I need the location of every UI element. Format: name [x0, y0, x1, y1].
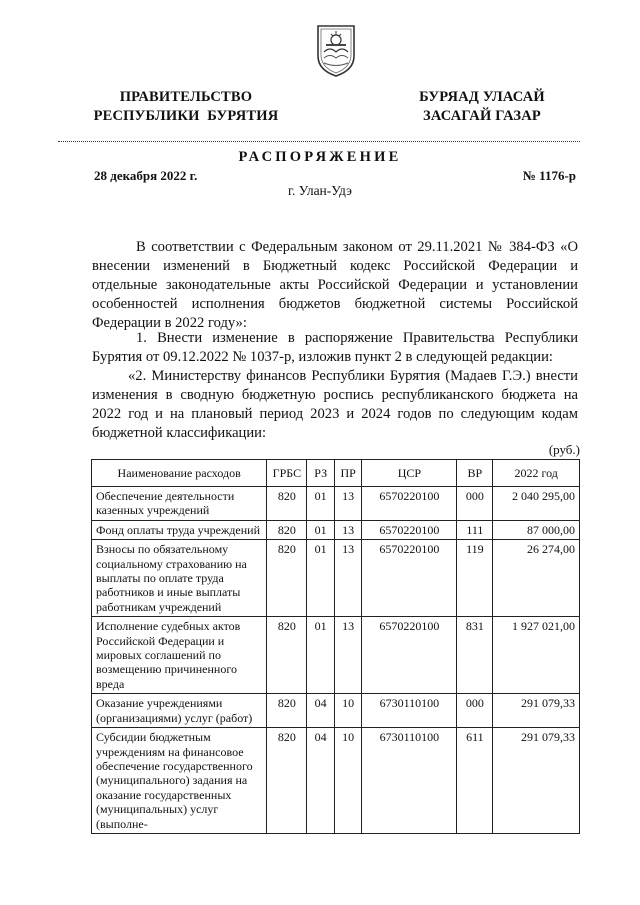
budget-table — [91, 459, 580, 834]
header-vr: ВР — [457, 460, 493, 487]
cell-vr: 000 — [457, 694, 493, 728]
cell-grbs: 820 — [267, 728, 307, 834]
header-right-line1: БУРЯАД УЛАСАЙ — [419, 89, 545, 105]
cell-name: Субсидии бюджетным учреждениям на финансовое обеспечение государственного (муниципального) задания на оказание государственных (муниципальных) услуг (выполне- — [92, 728, 267, 834]
cell-csr: 6570220100 — [362, 617, 457, 694]
cell-csr: 6730110100 — [362, 694, 457, 728]
document-title: РАСПОРЯЖЕНИЕ — [238, 149, 402, 165]
cell-grbs: 820 — [267, 540, 307, 617]
cell-pr: 10 — [334, 694, 361, 728]
government-name-russian — [86, 88, 286, 126]
cell-grbs: 820 — [267, 617, 307, 694]
header-csr: ЦСР — [362, 460, 457, 487]
header-year: 2022 год — [493, 460, 580, 487]
cell-csr: 6730110100 — [362, 728, 457, 834]
header-divider — [58, 141, 580, 142]
document-city: г. Улан-Удэ — [288, 183, 352, 198]
cell-vr: 111 — [457, 520, 493, 539]
header-rz: РЗ — [307, 460, 334, 487]
item1-text: 1. Внести изменение в распоряжение Правительства Республики Бурятия от 09.12.2022 № 1037-р, изложив пункт 2 в следующей редакции: — [92, 330, 578, 365]
cell-grbs: 820 — [267, 487, 307, 521]
cell-amount: 87 000,00 — [493, 520, 580, 539]
table-header-row — [92, 460, 580, 487]
item1-paragraph — [92, 329, 578, 442]
table-row — [92, 728, 580, 834]
cell-rz: 01 — [307, 520, 334, 539]
cell-amount: 26 274,00 — [493, 540, 580, 617]
cell-grbs: 820 — [267, 694, 307, 728]
cell-name: Оказание учреждениями (организациями) услуг (работ) — [92, 694, 267, 728]
cell-grbs: 820 — [267, 520, 307, 539]
cell-amount: 2 040 295,00 — [493, 487, 580, 521]
table-row — [92, 487, 580, 521]
header-left-line1: ПРАВИТЕЛЬСТВО — [119, 89, 253, 105]
cell-amount: 291 079,33 — [493, 694, 580, 728]
item1-quote-text: «2. Министерству финансов Республики Бурятия (Мадаев Г.Э.) внести изменения в сводную бюджетную роспись республиканского бюджета на 2022 год и на плановый период 2023 и 2024 годов по следующим кодам бюджетной классификации: — [92, 367, 578, 441]
cell-name: Обеспечение деятельности казенных учреждений — [92, 487, 267, 521]
coat-of-arms-emblem — [314, 22, 358, 78]
cell-name: Взносы по обязательному социальному страхованию на выплаты по оплате труда работников и иные выплаты работникам учреждений — [92, 540, 267, 617]
intro-text: В соответствии с Федеральным законом от 29.11.2021 № 384-ФЗ «О внесении изменений в Бюджетный кодекс Российской Федерации и отдельные законодательные акты Российской Федерации и установлении особенностей исполнения бюджетов бюджетной системы Российской Федерации в 2022 году»: — [92, 239, 578, 331]
cell-csr: 6570220100 — [362, 520, 457, 539]
table-row — [92, 520, 580, 539]
cell-csr: 6570220100 — [362, 540, 457, 617]
cell-vr: 831 — [457, 617, 493, 694]
cell-rz: 01 — [307, 540, 334, 617]
cell-pr: 13 — [334, 617, 361, 694]
cell-rz: 01 — [307, 617, 334, 694]
cell-vr: 000 — [457, 487, 493, 521]
cell-amount: 291 079,33 — [493, 728, 580, 834]
document-number: № 1176-р — [522, 168, 576, 183]
table-row — [92, 540, 580, 617]
cell-name: Фонд оплаты труда учреждений — [92, 520, 267, 539]
cell-rz: 01 — [307, 487, 334, 521]
header-name: Наименование расходов — [92, 460, 267, 487]
table-unit: (руб.) — [548, 442, 580, 457]
cell-pr: 13 — [334, 520, 361, 539]
cell-pr: 13 — [334, 487, 361, 521]
cell-pr: 13 — [334, 540, 361, 617]
cell-amount: 1 927 021,00 — [493, 617, 580, 694]
cell-name: Исполнение судебных актов Российской Федерации и мировых соглашений по возмещению причиненного вреда — [92, 617, 267, 694]
cell-rz: 04 — [307, 694, 334, 728]
header-right-line2: ЗАСАГАЙ ГАЗАР — [423, 108, 541, 124]
header-pr: ПР — [334, 460, 361, 487]
intro-paragraph — [92, 238, 578, 333]
cell-vr: 611 — [457, 728, 493, 834]
document-date: 28 декабря 2022 г. — [94, 168, 198, 183]
header-grbs: ГРБС — [267, 460, 307, 487]
cell-rz: 04 — [307, 728, 334, 834]
cell-csr: 6570220100 — [362, 487, 457, 521]
header-left-line2: РЕСПУБЛИКИ БУРЯТИЯ — [93, 108, 279, 124]
table-row — [92, 617, 580, 694]
cell-pr: 10 — [334, 728, 361, 834]
government-name-buryat — [412, 88, 552, 126]
cell-vr: 119 — [457, 540, 493, 617]
table-row — [92, 694, 580, 728]
